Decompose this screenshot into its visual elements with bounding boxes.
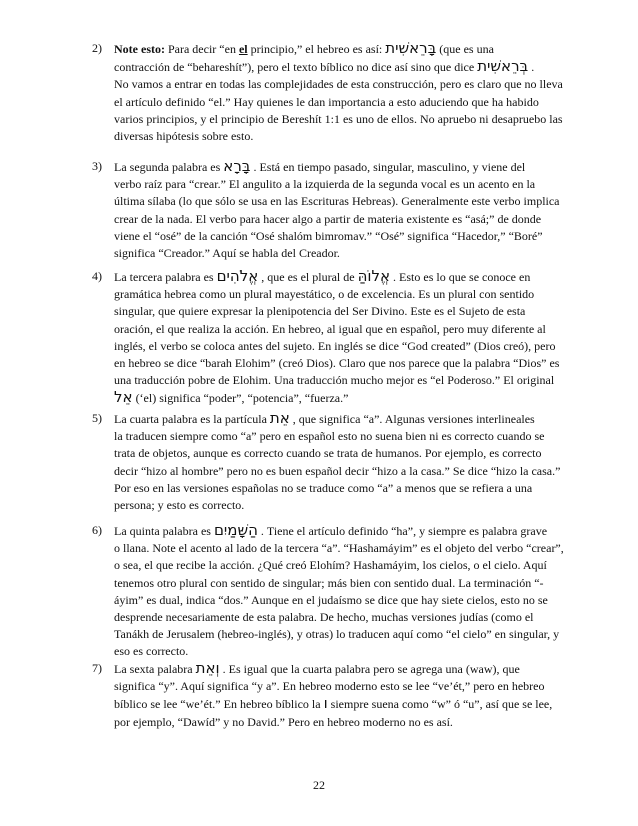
item-first-line: La quinta palabra es הַשָּׁמַיִם . Tiene el artículo definido “ha”, y siempre es palabra grave	[114, 521, 548, 539]
hebrew-word: בָּרֵאשִׁית	[385, 39, 437, 57]
hebrew-word: אֱלוֹהַּ	[357, 267, 391, 285]
hebrew-word: בָּרָא	[223, 157, 251, 175]
item-first-line: La segunda palabra es בָּרָא . Está en tiempo pasado, singular, masculino, y viene del	[114, 157, 526, 175]
note-item-3	[92, 158, 566, 262]
item-body: gramática hebrea como un plural mayestático, o de excelencia. Es un plural con sentido singular, que quiere expresar la plenipotencia del Ser Divino. Este es el Sujeto de esta oración, el que realiza la acción. En hebreo, al igual que en español, pero muy diferente al inglés, el verbo se coloca antes del sujeto. En inglés se dice “God created” (Dios creó), pero en hebreo se dice “barah Elohim” (creó Dios). Claro que nos parece que la palabra “Dios” es una traducción pobre de Elohim. Una traducción mucho mejor es “el Poderoso.” El original אֵל (‘el) significa “poder”, “potencia”, “fuerza.”	[114, 287, 560, 407]
item-body: significa “y”. Aquí significa “y a”. En hebreo moderno esto se lee “ve’ét,” pero en hebreo bíblico se lee “we’ét.” En hebreo bíblico la ו siempre suena como “w” ó “u”, así que se lee, por ejemplo, “Dawíd” y no David.” Pero en hebreo moderno no es así.	[114, 679, 553, 729]
item-body: la traducen siempre como “a” pero en español esto no suena bien ni es correcto cuando se trata de objetos, aunque es correcto cuando se trata de humanos. Por ejemplo, es correcto decir “hizo al hombre” pero no es buen español decir “hizo a la casa.” Se dice “hizo la casa.” Por eso en las versiones españolas no se traduce como “a” a menos que se refiera a una persona; y esto es correcto.	[114, 429, 561, 513]
item-first-line: Note esto: Para decir “en el principio,” el hebreo es así: בָּרֵאשִׁית (que es una	[114, 39, 494, 57]
item-number: 2)	[92, 41, 102, 55]
hebrew-word: וְאֵת	[195, 659, 220, 677]
item-body: verbo raíz para “crear.” El angulito a la izquierda de la segunda vocal es un acento en la última sílaba (lo que sólo se usa en las Escrituras Hebreas). Generalmente este verbo implica crear de la nada. El verbo para hacer algo a partir de materia existente es “asá;” de donde viene el “osé” de la canción “Osé shalóm bimromav.” “Osé” significa “Hacedor,” “Boré” significa “Creador.” Aquí se habla del Creador.	[114, 177, 560, 261]
note-item-6	[92, 522, 566, 661]
item-first-line: La tercera palabra es אֱלֹהִים , que es el plural de אֱלוֹהַּ . Esto es lo que se conoce en	[114, 267, 531, 285]
note-item-2	[92, 40, 566, 145]
hebrew-letter: ו	[323, 694, 328, 713]
hebrew-word: בְּרֵאשִׁית	[477, 57, 529, 76]
note-label: Note esto:	[114, 42, 165, 56]
item-first-line: La cuarta palabra es la partícula אֵת , que significa “a”. Algunas versiones interlineales	[114, 409, 535, 427]
page-number: 22	[313, 778, 325, 792]
item-number: 5)	[92, 411, 102, 425]
item-first-line: La sexta palabra וְאֵת . Es igual que la cuarta palabra pero se agrega una (waw), que	[114, 659, 520, 677]
underlined-word: el	[238, 42, 248, 56]
item-number: 7)	[92, 661, 102, 675]
hebrew-word: אֱלֹהִים	[216, 267, 259, 285]
note-item-7	[92, 660, 566, 731]
item-number: 3)	[92, 159, 102, 173]
item-body: No vamos a entrar en todas las complejidades de esta construcción, pero es claro que no lleva el artículo definido “el.” Hay quienes le dan importancia a esto aduciendo que ha habido varios principios, y el principio de Bereshít 1:1 es uno de ellos. No apruebo ni desapruebo las diversas hipótesis sobre esto.	[114, 77, 563, 144]
note-item-4	[92, 268, 566, 408]
item-second-line: contracción de “behareshít”), pero el texto bíblico no dice así sino que dice בְּרֵאשִׁית .	[114, 57, 535, 76]
item-number: 4)	[92, 269, 102, 283]
hebrew-word: הַשָּׁמַיִם	[213, 521, 258, 539]
item-body: o llana. Note el acento al lado de la tercera “a”. “Hashamáyim” es el objeto del verbo “crear”, o sea, el que recibe la acción. ¿Qué creó Elohím? Hashamáyim, los cielos, o el cielo. Aquí tenemos otro plural con sentido de singular; más bien con sentido dual. La terminación “-áyim” es dual, indica “dos.” Aunque en el judaísmo se dice que hay siete cielos, esto no se desprende necesariamente de esta palabra. De hecho, muchas versiones judías (como el Tanákh de Jerusalem (hebreo-inglés), y otras) lo traducen aquí como “el cielo” en singular, y eso es correcto.	[114, 541, 564, 659]
hebrew-word: אֵל	[114, 388, 133, 407]
item-number: 6)	[92, 523, 102, 537]
note-item-5	[92, 410, 566, 514]
hebrew-word: אֵת	[269, 409, 290, 427]
